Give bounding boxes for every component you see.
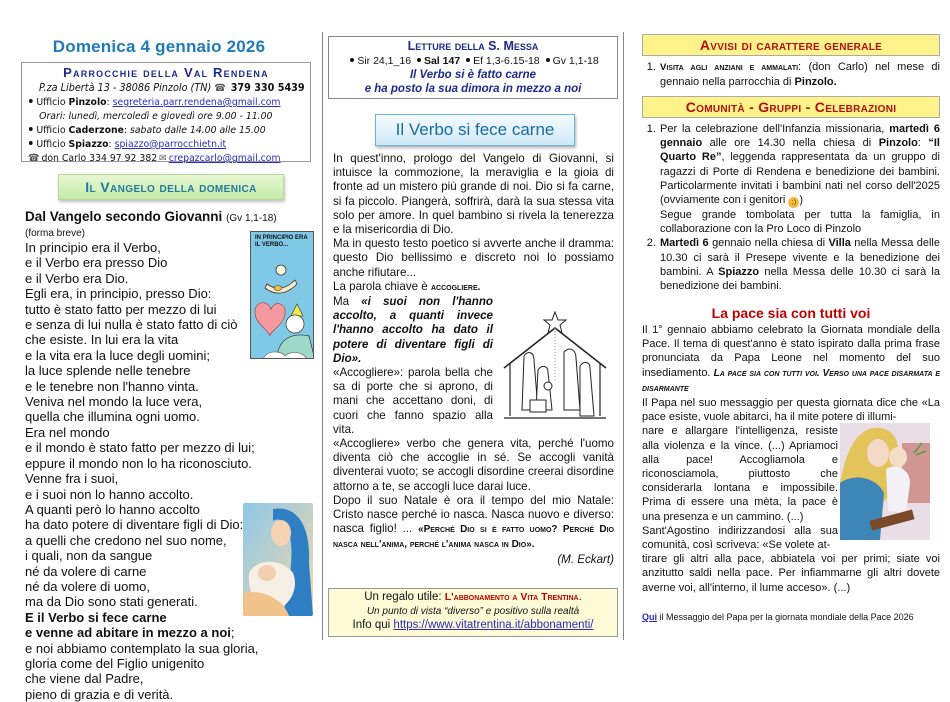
text: nella Messa delle 10.30 ci sarà la benedizione dei bambini.	[660, 265, 940, 293]
gospel-line: eppure il mondo non lo ha riconosciuto.	[25, 455, 252, 471]
gospel-line: Egli era, in principio, presso Dio:	[25, 286, 212, 302]
cartoon-caption: IN PRINCIPIO ERA IL VERBO...	[255, 235, 308, 248]
separator: :	[123, 125, 131, 136]
event-date: martedì 6 gennaio	[660, 123, 940, 150]
gospel-final-lines	[25, 641, 325, 702]
office-label: Ufficio	[36, 125, 69, 136]
priest-email-link[interactable]: crepazcarlo@gmail.com	[168, 153, 281, 164]
pinzolo-email-link[interactable]: segreteria.parr.rendena@gmail.com	[112, 97, 281, 108]
narrow-wrap	[333, 280, 493, 437]
info-label: Info qui	[352, 619, 394, 631]
separator: :	[108, 139, 115, 150]
gospel-line: né da volere di uomo,	[25, 578, 151, 594]
office-spiazzo	[28, 138, 285, 152]
priest-contact	[28, 152, 285, 166]
middle-column	[322, 32, 624, 640]
subscription-box	[328, 588, 618, 637]
parish-info-box	[21, 62, 311, 162]
gospel-line: che esiste. In lui era la vita	[25, 332, 179, 348]
gospel-line: A quanti però lo hanno accolto	[25, 501, 200, 517]
event-item	[659, 122, 940, 236]
reading-ref: Sir 24,1_16	[357, 55, 412, 67]
readings-motto-2: e ha posto la sua dimora in mezzo a noi	[364, 83, 582, 95]
gospel-banner: Il Vangelo della domenica	[58, 174, 284, 200]
avviso-lead: Visita agli anziani e ammalati	[660, 62, 799, 73]
gospel-bold-text: e venne ad abitare in mezzo a noi	[25, 625, 231, 641]
bullet-icon	[29, 127, 33, 131]
event-date: Martedì 6	[660, 237, 709, 250]
gospel-line: pieno di grazia e di verità.	[25, 686, 174, 702]
key-word: accogliere.	[430, 281, 481, 293]
text: Per la celebrazione dell'Infanzia missionaria,	[660, 123, 890, 135]
gospel-line: e il Verbo era Dio.	[25, 270, 129, 286]
gospel-line: e il Verbo era presso Dio	[25, 255, 168, 271]
comunita-banner: Comunità - Gruppi - Celebrazioni	[642, 96, 940, 118]
gospel-line: Venne fra i suoi,	[25, 471, 119, 487]
gospel-line: ha dato potere di diventare figli di Dio:	[25, 517, 244, 533]
gospel-line: tutto è stato fatto per mezzo di lui	[25, 301, 217, 317]
avviso-place: Pinzolo.	[794, 76, 837, 89]
gospel-line	[25, 625, 325, 640]
comunita-list	[642, 122, 940, 293]
text: nella Messa delle 10.30 ci sarà il Presepe vivente e la benedizione dei bambini. A	[660, 237, 940, 278]
gospel-form: (forma breve)	[25, 228, 86, 239]
gift-intro: Un regalo utile:	[364, 591, 445, 603]
avvisi-list	[642, 60, 940, 89]
paragraph	[333, 494, 614, 553]
nativity-drawing	[500, 310, 610, 428]
avviso-item	[659, 60, 940, 89]
parish-phone: 379 330 5439	[230, 82, 305, 94]
event-item	[659, 236, 940, 293]
link-description: il Messaggio del Papa per la giornata mondiale della Pace 2026	[657, 612, 914, 622]
gospel-title: Dal Vangelo secondo Giovanni	[25, 209, 223, 224]
pinzolo-hours: Orari: lunedì, mercoledì e giovedì ore 9.00 - 11.00	[39, 111, 273, 122]
paragraph: «Accogliere»: parola bella che sa di porte che si aprono, di mani che accettano doni, di cuori che fanno spazio alla vita.	[333, 366, 493, 436]
punctuation: ;	[230, 625, 235, 641]
winking-face-icon: ;)	[788, 197, 799, 208]
eckart-quote: «Perché Dio si è fatto uomo? Perché Dio nasca nell'anima, perché l'anima nasca in Dio».	[333, 524, 614, 551]
bullet-icon	[466, 58, 470, 62]
paragraph	[333, 295, 493, 366]
reading-ref: Gv 1,1-18	[552, 55, 599, 67]
bullet-icon	[29, 99, 33, 103]
gospel-line: che viene dal Padre,	[25, 671, 144, 687]
paragraph: Il Papa nel suo messaggio per questa giornata dice che «La pace esiste, vuole abitarci, ha il mite potere di illumi-	[642, 397, 940, 424]
nativity-illustration	[500, 310, 610, 428]
event-title: “Il Quarto Re”	[660, 137, 940, 164]
gospel-line: i quali, non da sangue	[25, 548, 153, 564]
office-label: Ufficio	[36, 97, 69, 108]
text: La parola chiave è	[333, 279, 431, 293]
telephone-icon: ☎	[214, 83, 226, 94]
text: Dopo il suo Natale è ora il tempo del mio Natale: Cristo nasce perché io nasca. Nasca nuovo e diverso: nasca figlio! ...	[333, 493, 614, 536]
quote-author: (M. Eckart)	[557, 552, 614, 566]
paragraph: Sant'Agostino indirizzandosi alla sua comunità, così scriveva: «Se volete at-	[642, 524, 838, 552]
paragraph: «Accogliere» verbo che genera vita, perché l'uomo diventa ciò che accoglie in sé. Se accogli vanità diventerai vuoto; se accogli disordine creerai disordine attorno a te, se accogli luce darai luce.	[333, 437, 614, 493]
cartoon-drawing	[251, 232, 314, 359]
priest-phone: don Carlo 334 97 92 382	[41, 153, 158, 164]
gospel-line: e il mondo è stato fatto per mezzo di lui;	[25, 440, 255, 456]
text: gennaio nella chiesa di	[708, 237, 829, 250]
gospel-line: la luce splende nelle tenebre	[25, 363, 191, 379]
gospel-heading	[25, 208, 325, 227]
office-pinzolo	[28, 96, 285, 110]
peace-theme: La pace sia con tutti voi. Verso una pace disarmata e disarmante	[642, 367, 940, 394]
gift-line	[329, 590, 617, 605]
event-place: Villa	[828, 237, 851, 250]
bullet-icon	[417, 58, 421, 62]
event-place: Spiazzo	[718, 265, 760, 278]
spiazzo-email-link[interactable]: spiazzo@parrocchietn.it	[114, 139, 227, 150]
paragraph: tirare gli altri alla pace, abbiatela voi per primi; siate voi anzitutto saldi nella pace. Per infiammarne gli altri dovete averne voi, all'interno, il lume acceso». (...)	[642, 553, 940, 594]
gift-subtitle: Un punto di vista “diverso” e positivo sulla realtà	[366, 606, 580, 617]
paragraph: nare e allargare l'intelligenza, resiste alla violenza e la vince. (...) Apriamoci alla pace! Accogliamola e riconosciamola, piuttosto che considerarla lontana e impossibile. Prima di essere una mèta, la pace è una presenza e un cammino. (...)	[642, 425, 838, 523]
readings-refs	[329, 54, 617, 68]
gospel-line: a quelli che credono nel suo nome,	[25, 532, 227, 548]
papal-message-line	[642, 612, 914, 622]
text: Ma	[333, 295, 362, 309]
madonna-peace-image	[840, 423, 930, 540]
gospel-line: e i suoi non lo hanno accolto.	[25, 486, 194, 502]
date-title: Domenica 4 gennaio 2026	[52, 37, 266, 56]
separator: :	[106, 97, 113, 108]
punctuation: .	[578, 591, 582, 603]
cartoon-illustration	[250, 231, 314, 359]
text: , leggenda rappresentata da un gruppo di ragazzi di Porte di Rendena e benedizione dei bambini. Particolarmente invitati i bambini nati nel corso dell'2025 (ovviamente con i genitori	[660, 151, 940, 207]
parish-name: Parrocchie della Val Rendena	[63, 65, 269, 80]
gospel-line: né da volere di carne	[25, 563, 147, 579]
paragraph: Ma in questo testo poetico si avverte anche il dramma: questo Dio bellissimo e discreto noi lo possiamo anche rifiutare...	[333, 237, 614, 279]
office-place: Caderzone	[68, 125, 124, 136]
readings-title: Letture della S. Messa	[407, 39, 539, 53]
office-caderzone	[28, 124, 285, 138]
reading-ref: Sal 147	[423, 55, 461, 67]
gospel-line: Veniva nel mondo la luce vera,	[25, 394, 203, 410]
telephone-icon: ☎	[28, 153, 40, 164]
event-place: Pinzolo	[878, 137, 918, 150]
paragraph	[333, 280, 493, 295]
envelope-icon: ✉	[159, 153, 167, 164]
bullet-icon	[350, 58, 354, 62]
madonna-child-image	[243, 503, 313, 616]
bullet-icon	[29, 141, 33, 145]
avvisi-banner: Avvisi di carattere generale	[642, 34, 940, 56]
gospel-line: Era nel mondo	[25, 424, 110, 440]
parish-address	[39, 81, 305, 96]
gospel-line: In principio era il Verbo,	[25, 240, 161, 255]
text: :	[917, 137, 929, 150]
subscription-link[interactable]: https://www.vitatrentina.it/abbonamenti/	[393, 619, 594, 631]
office-label: Ufficio	[36, 139, 69, 150]
reflection-banner: Il Verbo si fece carne	[375, 114, 575, 146]
text: )	[799, 194, 804, 207]
gospel-line: E il Verbo si fece carne	[25, 609, 167, 625]
madonna-drawing	[840, 423, 930, 540]
gospel-line: e la vita era la luce degli uomini;	[25, 347, 210, 363]
office-place: Spiazzo	[68, 139, 109, 150]
gift-highlight: L'abbonamento a Vita Trentina	[444, 591, 579, 603]
gospel-reference: (Gv 1,1-18)	[226, 213, 277, 224]
office-place: Pinzolo	[68, 97, 107, 108]
office-hours: sabato dalle 14.00 alle 15.00	[130, 125, 266, 136]
avviso-text: : (don Carlo) nel mese di gennaio nella parrocchia di	[660, 61, 940, 89]
gospel-line: e le tenebre non l'hanno vinta.	[25, 378, 199, 394]
gospel-line: ma da Dio sono stati generati.	[25, 594, 198, 610]
paragraph: In quest'inno, prologo del Vangelo di Giovanni, si intuisce la commozione, la meraviglia e la gioia di fronte ad un mistero più grande di noi. Dio si fa carne, si fa piccolo. Piangerà, soffrirà, darà la sua stessa vita solo per amore. In quel bambino si rivela la tenerezza e la misericordia di Dio.	[333, 152, 614, 237]
readings-motto-1: Il Verbo si è fatto carne	[409, 69, 537, 81]
text: Il 1° gennaio abbiamo celebrato la Giornata mondiale della Pace. Il tema di quest'anno è stato ispirato dalla prima frase pronunciata da Papa Leone nel momento del suo insediamento.	[642, 324, 940, 379]
readings-box	[328, 36, 618, 99]
scripture-quote: «i suoi non l'hanno accolto, a quanti invece l'hanno accolto ha dato il potere di diventare figli di Dio».	[333, 295, 493, 365]
gospel-line: e senza di lui nulla è stato fatto di ciò	[25, 317, 238, 333]
gospel-line: e noi abbiamo contemplato la sua gloria,	[25, 640, 259, 656]
gift-info	[329, 618, 617, 633]
text: alle ore 14.30 nella chiesa di	[702, 137, 879, 150]
address-text: P.za Libertà 13 - 38086 Pinzolo (TN)	[39, 82, 212, 94]
text: Segue grande tombolata per tutta la famiglia, in collaborazione con la Pro Loco di Pinzolo	[660, 209, 940, 236]
reading-ref: Ef 1,3-6.15-18	[473, 55, 540, 67]
madonna-painting	[243, 503, 313, 616]
gospel-line: quella che illumina ogni uomo.	[25, 409, 200, 425]
papal-message-link[interactable]: Qui	[642, 612, 657, 622]
gospel-line: gloria come del Figlio unigenito	[25, 655, 205, 671]
paragraph	[642, 323, 940, 396]
peace-title: La pace sia con tutti voi	[711, 305, 871, 321]
bullet-icon	[546, 58, 550, 62]
